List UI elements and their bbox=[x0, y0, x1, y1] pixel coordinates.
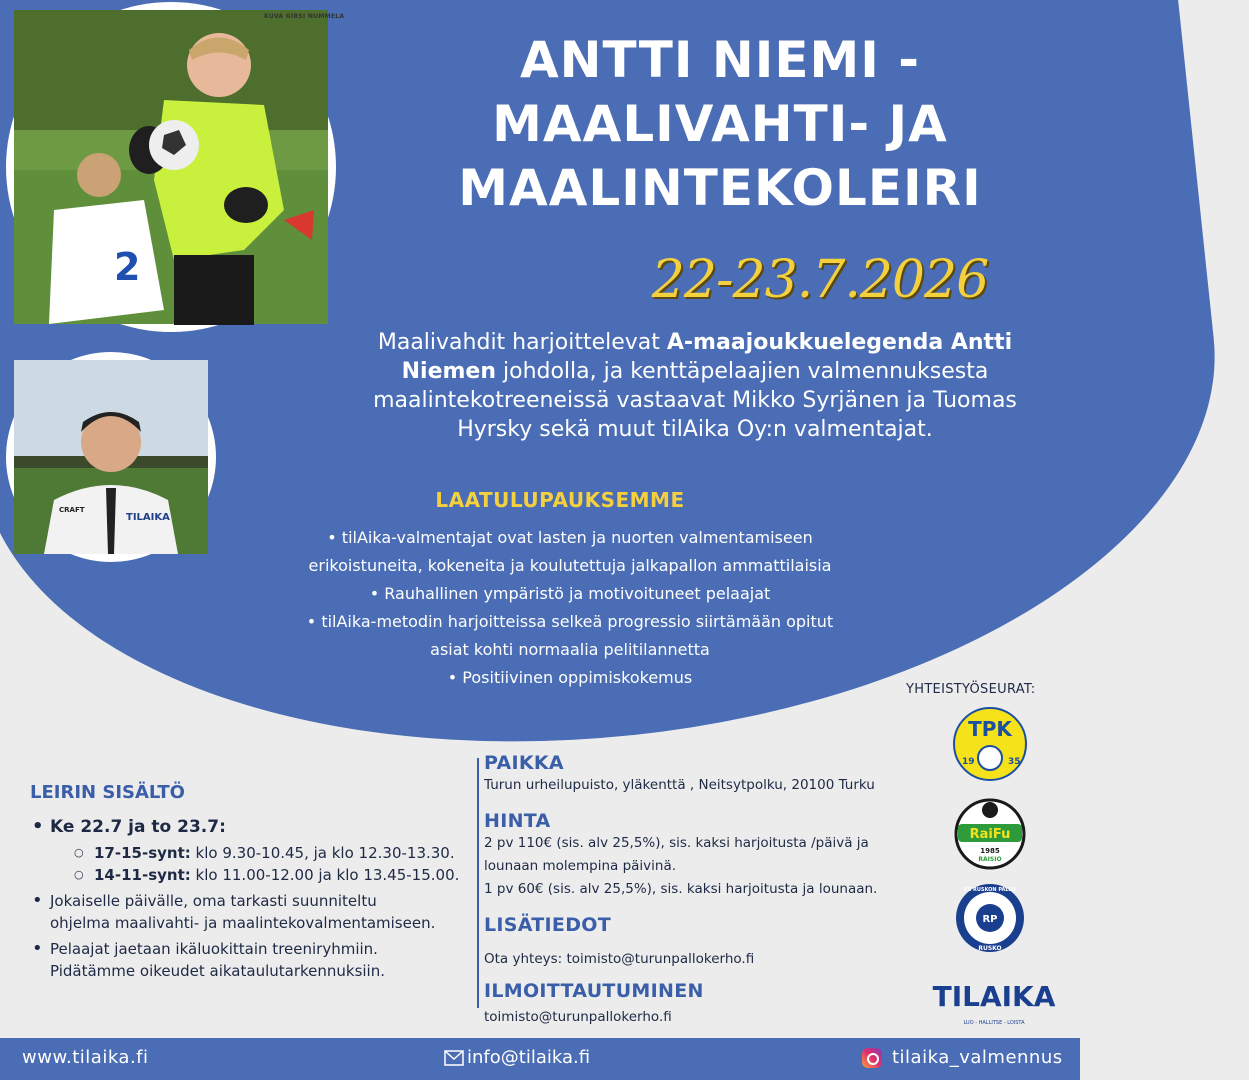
ruskon-pallo-logo bbox=[952, 880, 1028, 956]
raifu-city: RAISIO bbox=[978, 856, 1002, 863]
rp-name: FC RUSKON PALLO bbox=[964, 887, 1016, 893]
content-group bbox=[28, 864, 468, 886]
content-bullet: • Jokaiselle päivälle, oma tarkasti suunniteltu ohjelma maalivahti- ja maalintekovalmentamiseen. bbox=[28, 890, 438, 934]
promise-line: erikoistuneita, kokeneita ja koulutettuja jalkapallon ammattilaisia bbox=[308, 556, 832, 575]
promises-title: LAATULUPAUKSEMME bbox=[435, 488, 685, 512]
promises-list bbox=[230, 524, 910, 692]
signup-title: ILMOITTAUTUMINEN bbox=[484, 980, 704, 1002]
partners-title: YHTEISTYÖSEURAT: bbox=[906, 682, 1036, 697]
content-bullet: • Pelaajat jaetaan ikäluokittain treeniryhmiin. Pidätämme oikeudet aikataulutarkennuksiin. bbox=[28, 938, 448, 982]
rp-city: RUSKO bbox=[978, 945, 1002, 952]
page-title bbox=[400, 28, 1040, 220]
intro-bold: A-maajoukkuelegenda Antti Niemen bbox=[401, 330, 1013, 384]
title-line-2: MAALIVAHTI- JA bbox=[492, 95, 948, 153]
tpk-logo bbox=[952, 706, 1028, 782]
coach-photo-main bbox=[6, 2, 336, 332]
group-label: 17-15-synt: bbox=[94, 844, 191, 862]
promise-line: • Rauhallinen ympäristö ja motivoituneet pelaajat bbox=[369, 584, 771, 603]
price-title: HINTA bbox=[484, 810, 551, 832]
content-days: • Ke 22.7 ja to 23.7: bbox=[28, 816, 468, 838]
more-info-section bbox=[484, 914, 934, 971]
group-time: klo 9.30-10.45, ja klo 12.30-13.30. bbox=[190, 844, 455, 862]
svg-text:CRAFT: CRAFT bbox=[59, 506, 85, 514]
photo-credit: KUVA KIRSI NUMMELA bbox=[264, 13, 345, 20]
content-list bbox=[28, 816, 468, 986]
footer-instagram-text: tilaika_valmennus bbox=[892, 1047, 1063, 1068]
price-text-2: 1 pv 60€ (sis. alv 25,5%), sis. kaksi harjoitusta ja lounaan. bbox=[484, 881, 878, 897]
place-title: PAIKKA bbox=[484, 752, 564, 774]
footer-bar bbox=[0, 1038, 1080, 1080]
promise-line: • Positiivinen oppimiskokemus bbox=[447, 668, 693, 687]
intro-text bbox=[350, 328, 1040, 444]
price-section bbox=[484, 810, 934, 901]
price-text-1: 2 pv 110€ (sis. alv 25,5%), sis. kaksi harjoitusta /päivä ja lounaan molempina päivinä. bbox=[484, 835, 869, 874]
place-section bbox=[484, 752, 934, 797]
promise-line: asiat kohti normaalia pelitilannetta bbox=[430, 640, 710, 659]
footer-email[interactable] bbox=[444, 1047, 590, 1068]
svg-text:TILAIKA: TILAIKA bbox=[126, 512, 170, 523]
rp-text: RP bbox=[982, 914, 998, 925]
group-label: 14-11-synt: bbox=[94, 866, 191, 884]
footer-website[interactable]: www.tilaika.fi bbox=[22, 1047, 149, 1068]
promise-line: • tilAika-metodin harjoitteissa selkeä progressio siirtämään opitut bbox=[306, 612, 834, 631]
svg-text:2: 2 bbox=[114, 245, 141, 289]
tilaika-logo bbox=[932, 968, 1056, 1034]
title-line-1: ANTTI NIEMI - bbox=[519, 31, 921, 89]
more-info-text: Ota yhteys: toimisto@turunpallokerho.fi bbox=[484, 951, 755, 967]
camp-date: 22-23.7.2026 bbox=[651, 250, 989, 310]
instagram-icon bbox=[862, 1048, 882, 1068]
section-divider bbox=[477, 758, 479, 1008]
raifu-text: RaiFu bbox=[969, 827, 1011, 842]
tpk-year-left: 19 bbox=[962, 757, 975, 767]
group-time: klo 11.00-12.00 ja klo 13.45-15.00. bbox=[190, 866, 460, 884]
raifu-year: 1985 bbox=[980, 847, 1000, 855]
signup-text[interactable]: toimisto@turunpallokerho.fi bbox=[484, 1009, 672, 1025]
content-group bbox=[28, 842, 468, 864]
coach-photo-portrait bbox=[6, 352, 216, 562]
title-line-3: MAALINTEKOLEIRI bbox=[458, 159, 982, 217]
tpk-year-right: 35 bbox=[1008, 757, 1021, 767]
footer-email-text: info@tilaika.fi bbox=[467, 1047, 591, 1068]
envelope-icon bbox=[444, 1050, 464, 1066]
intro-part1: Maalivahdit harjoittelevat bbox=[377, 330, 667, 355]
tilaika-slogan: LUO - HALLITSE - LOISTA bbox=[963, 1020, 1025, 1026]
tpk-logo-text: TPK bbox=[968, 717, 1012, 741]
footer-instagram[interactable] bbox=[862, 1047, 1063, 1068]
signup-section bbox=[484, 980, 934, 1029]
content-title: LEIRIN SISÄLTÖ bbox=[30, 782, 185, 803]
promise-line: • tilAika-valmentajat ovat lasten ja nuorten valmentamiseen bbox=[327, 528, 813, 547]
raifu-logo bbox=[952, 796, 1028, 872]
intro-part2: johdolla, ja kenttäpelaajien valmennuksesta maalintekotreeneissä vastaavat Mikko Syrjänen ja Tuomas Hyrsky sekä muut tilAika Oy:n valmentajat. bbox=[373, 359, 1017, 442]
more-info-title: LISÄTIEDOT bbox=[484, 914, 611, 936]
place-text: Turun urheilupuisto, yläkenttä , Neitsytpolku, 20100 Turku bbox=[484, 777, 875, 793]
tilaika-wordmark: TILAIKA bbox=[932, 980, 1056, 1013]
